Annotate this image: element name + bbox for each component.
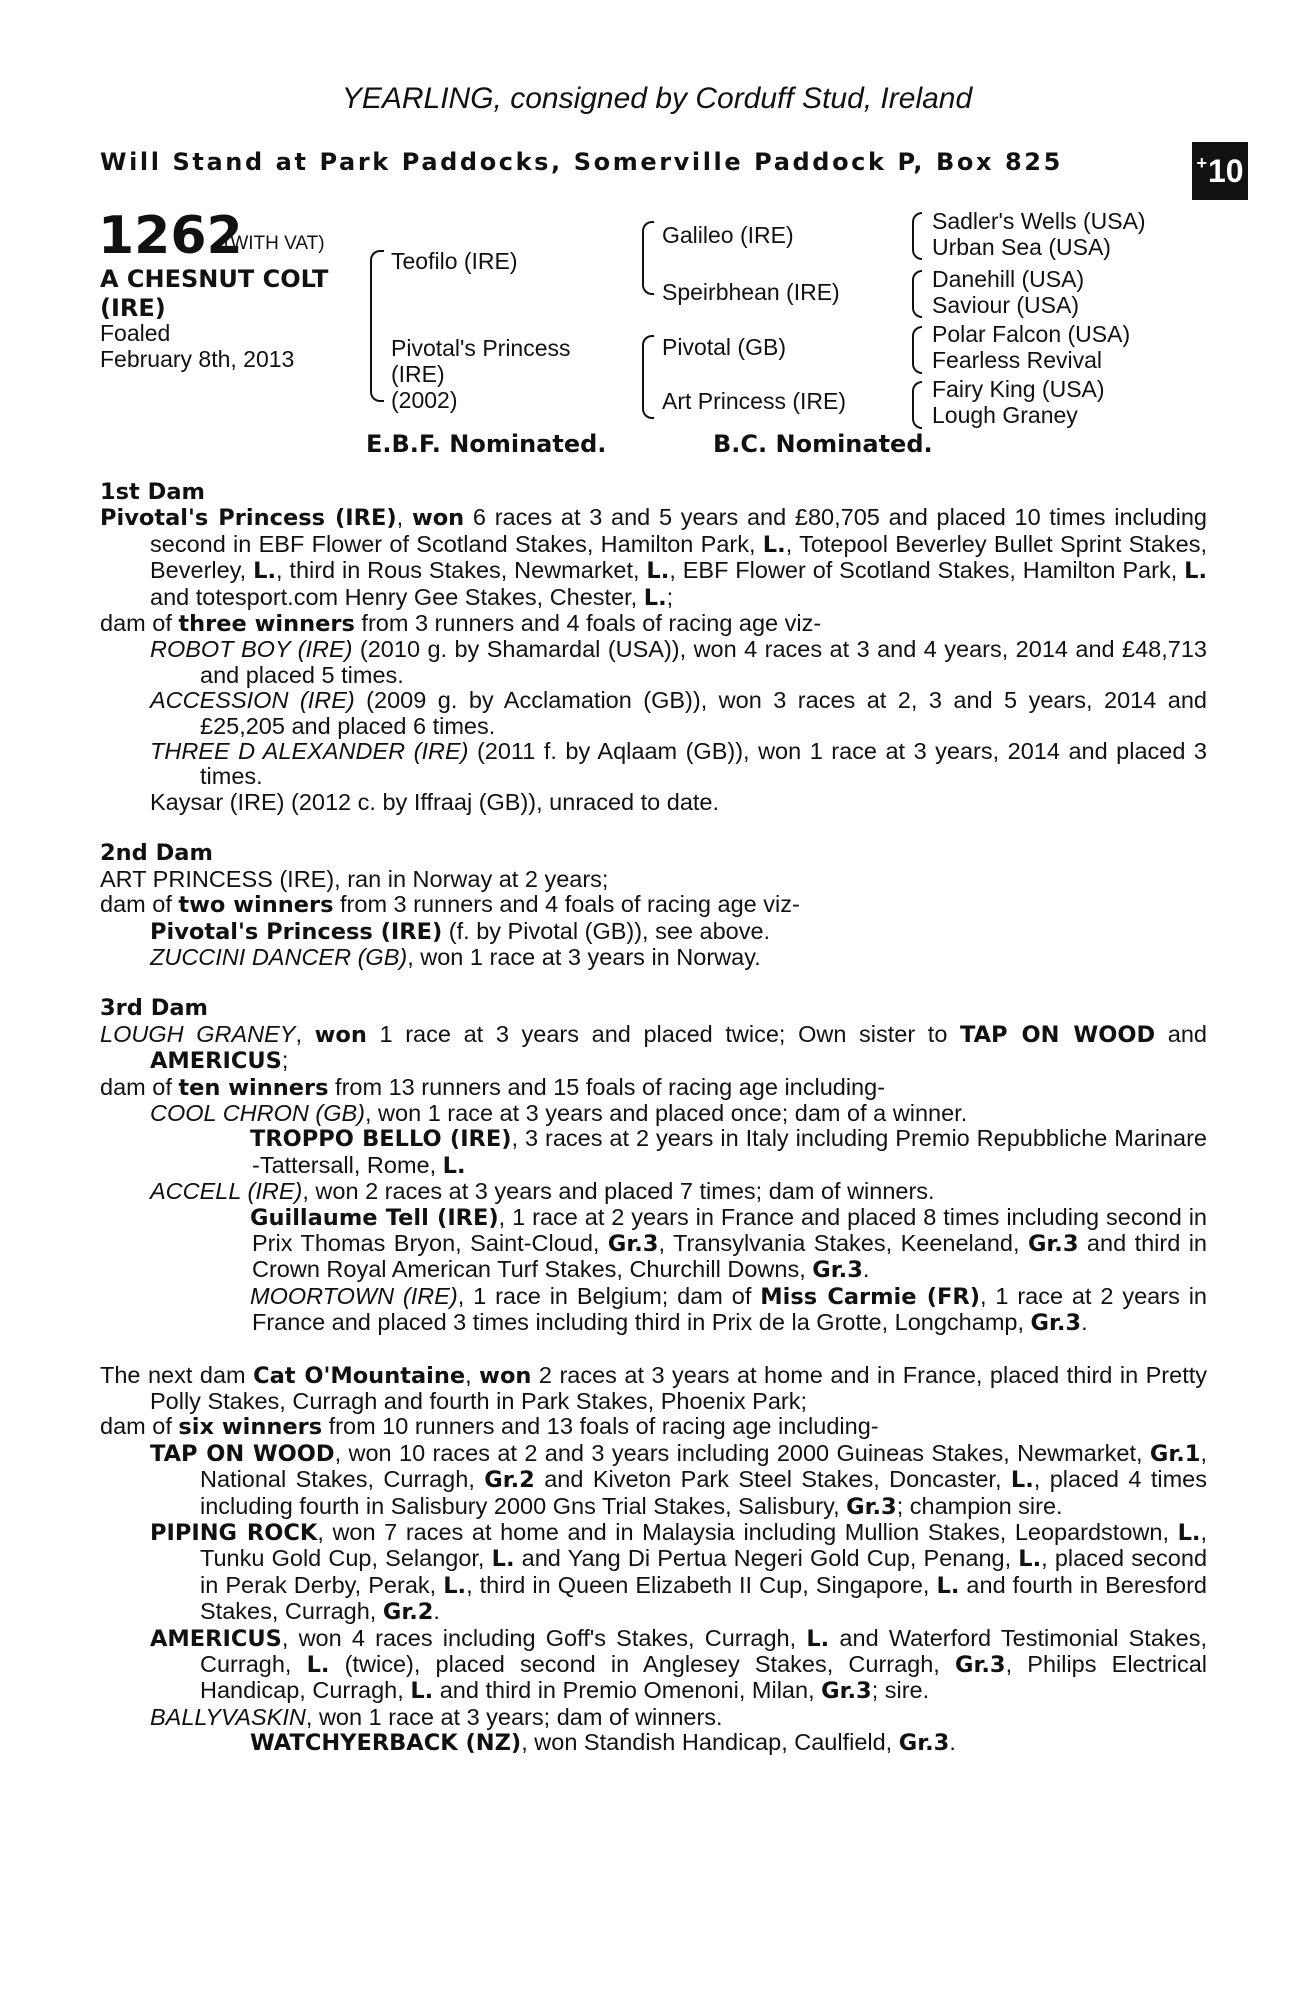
next-dam-produce-summary: dam of six winners from 10 runners and 13 foals of racing age including- — [100, 1413, 879, 1441]
brace-ds — [912, 326, 922, 374]
ped-sire: Teofilo (IRE) — [391, 248, 518, 274]
foaled-label: Foaled — [100, 320, 171, 346]
next-dam-record: The next dam Cat O'Mountaine, won 2 races at 3 years at home and in France, placed third in Pretty Polly Stakes, Curragh and fourth in Park Stakes, Phoenix Park; — [100, 1361, 1208, 1414]
ped-sss: Sadler's Wells (USA) — [932, 208, 1146, 234]
brace-dam — [642, 335, 654, 419]
ped-dam-line3: (2002) — [391, 387, 458, 413]
dam2-heading: 2nd Dam — [100, 840, 213, 867]
foaled-date: February 8th, 2013 — [100, 346, 295, 372]
ped-dss: Polar Falcon (USA) — [932, 321, 1131, 347]
brace-dd — [912, 381, 922, 429]
vat-note: (WITH VAT) — [224, 233, 325, 254]
brace-sire — [642, 221, 654, 295]
dam2-produce-summary: dam of two winners from 3 runners and 4 foals of racing age viz- — [100, 891, 800, 919]
dam3-produce-2b: MOORTOWN (IRE), 1 race in Belgium; dam of Miss Carmie (FR), 1 race at 2 years in France and placed 3 times including third in Prix de la Grotte, Longchamp, Gr.3. — [250, 1282, 1207, 1337]
dam1-produce-1: ROBOT BOY (IRE) (2010 g. by Shamardal (USA)), won 4 races at 3 and 4 years, 2014 and £48,713 and placed 5 times. — [150, 636, 1207, 688]
lot-badge — [1192, 142, 1248, 200]
lot-number: 1262 — [98, 206, 243, 266]
bc-nominated: B.C. Nominated. — [713, 430, 933, 458]
lot-title: A CHESNUT COLT (IRE) — [100, 265, 329, 322]
dam3-produce-2: ACCELL (IRE), won 2 races at 3 years and placed 7 times; dam of winners. — [150, 1178, 935, 1205]
foaled-info — [100, 320, 294, 372]
dam2-produce-2: ZUCCINI DANCER (GB), won 1 race at 3 years in Norway. — [150, 943, 761, 970]
ped-ssd: Urban Sea (USA) — [932, 234, 1111, 260]
dam1-produce-4: Kaysar (IRE) (2012 c. by Iffraaj (GB)), unraced to date. — [150, 788, 720, 815]
next-dam-produce-4: BALLYVASKIN, won 1 race at 3 years; dam of winners. — [150, 1703, 723, 1730]
dam3-produce-1a: TROPPO BELLO (IRE), 3 races at 2 years in Italy including Premio Repubbliche Marinare -Tattersall, Rome, L. — [250, 1125, 1207, 1179]
catalogue-body — [100, 480, 1207, 1757]
brace-sd — [912, 270, 922, 318]
dam3-heading: 3rd Dam — [100, 995, 208, 1022]
ped-dam-line2: (IRE) — [391, 361, 445, 387]
dam1-produce-2: ACCESSION (IRE) (2009 g. by Acclamation (GB)), won 3 races at 2, 3 and 5 years, 2014 and £25,205 and placed 6 times. — [150, 687, 1207, 739]
dam1-produce-3: THREE D ALEXANDER (IRE) (2011 f. by Aqlaam (GB)), won 1 race at 3 years, 2014 and placed 3 times. — [150, 738, 1207, 790]
ped-dam — [391, 335, 571, 413]
ped-dsd: Fearless Revival — [932, 347, 1102, 373]
brace-ss — [912, 212, 922, 260]
badge-plus: + — [1196, 152, 1207, 173]
ped-ss: Galileo (IRE) — [662, 222, 794, 248]
consignment-line: YEARLING, consigned by Corduff Stud, Ireland — [341, 82, 973, 115]
stand-location: Will Stand at Park Paddocks, Somerville Paddock P, Box 825 — [100, 148, 1063, 176]
ped-sd: Speirbhean (IRE) — [662, 279, 840, 305]
ped-ds: Pivotal (GB) — [662, 334, 786, 360]
next-dam-produce-1: TAP ON WOOD, won 10 races at 2 and 3 years including 2000 Guineas Stakes, Newmarket, Gr.1, National Stakes, Curragh, Gr.2 and Kiveton Park Steel Stakes, Doncaster, L., placed 4 times including fourth in Salisbury 2000 Gns Trial Stakes, Salisbury, Gr.3; champion sire. — [150, 1439, 1208, 1520]
dam2-record: ART PRINCESS (IRE), ran in Norway at 2 years; — [100, 865, 609, 892]
ped-sdd: Saviour (USA) — [932, 292, 1079, 318]
dam3-record: LOUGH GRANEY, won 1 race at 3 years and placed twice; Own sister to TAP ON WOOD and AMERICUS; — [100, 1020, 1207, 1075]
badge-number: 10 — [1207, 152, 1244, 189]
ped-dam-line1: Pivotal's Princess — [391, 335, 571, 361]
dam3-produce-summary: dam of ten winners from 13 runners and 15 foals of racing age including- — [100, 1073, 886, 1101]
ped-ddd: Lough Graney — [932, 402, 1078, 428]
ped-dd: Art Princess (IRE) — [662, 388, 847, 414]
next-dam-produce-2: PIPING ROCK, won 7 races at home and in Malaysia including Mullion Stakes, Leopardstown, L., Tunku Gold Cup, Selangor, L. and Yang Di Pertua Negeri Gold Cup, Penang, L., placed second in Perak Derby, Perak, L., third in Queen Elizabeth II Cup, Singapore, L. and fourth in Beresford Stakes, Curragh, Gr.2. — [150, 1519, 1208, 1626]
brace-gen1 — [370, 250, 384, 402]
dam1-heading: 1st Dam — [100, 479, 205, 505]
ped-dds: Fairy King (USA) — [932, 376, 1105, 402]
ped-sds: Danehill (USA) — [932, 266, 1085, 292]
next-dam-produce-4a: WATCHYERBACK (NZ), won Standish Handicap, Caulfield, Gr.3. — [250, 1729, 956, 1757]
dam3-produce-1: COOL CHRON (GB), won 1 race at 3 years and placed once; dam of a winner. — [150, 1099, 968, 1126]
dam3-produce-2a: Guillaume Tell (IRE), 1 race at 2 years in France and placed 8 times including second in Prix Thomas Bryon, Saint-Cloud, Gr.3, Transylvania Stakes, Keeneland, Gr.3 and third in Crown Royal American Turf Stakes, Churchill Downs, Gr.3. — [250, 1203, 1208, 1284]
next-dam-produce-3: AMERICUS, won 4 races including Goff's Stakes, Curragh, L. and Waterford Testimonial Stakes, Curragh, L. (twice), placed second in Anglesey Stakes, Curragh, Gr.3, Philips Electrical Handicap, Curragh, L. and third in Premio Omenoni, Milan, Gr.3; sire. — [150, 1624, 1207, 1705]
ebf-nominated: E.B.F. Nominated. — [366, 430, 607, 458]
dam1-record: Pivotal's Princess (IRE), won 6 races at 3 and 5 years and £80,705 and placed 10 times including second in EBF Flower of Scotland Stakes, Hamilton Park, L., Totepool Beverley Bullet Sprint Stakes, Beverley, L., third in Rous Stakes, Newmarket, L., EBF Flower of Scotland Stakes, Hamilton Park, L. and totesport.com Henry Gee Stakes, Chester, L.; — [100, 504, 1208, 611]
dam2-produce-1: Pivotal's Princess (IRE) (f. by Pivotal (GB)), see above. — [150, 917, 771, 945]
dam1-produce-summary: dam of three winners from 3 runners and 4 foals of racing age viz- — [100, 610, 822, 638]
